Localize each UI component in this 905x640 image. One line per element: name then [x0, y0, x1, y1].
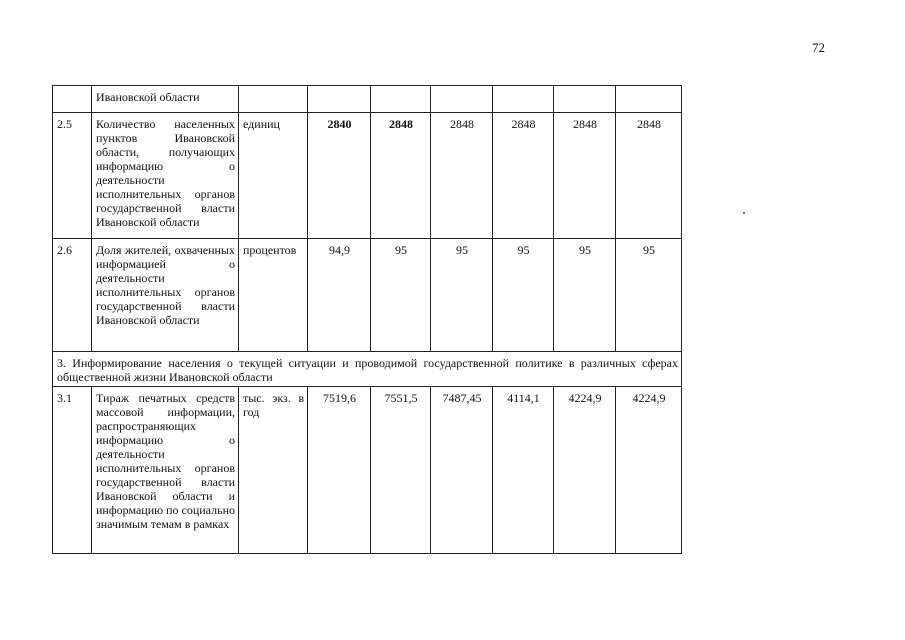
cell-value: 95	[493, 239, 554, 352]
cell-num: 3.1	[53, 387, 92, 554]
cell-unit	[239, 86, 308, 113]
cell-unit: тыс. экз. в год	[239, 387, 308, 554]
cell-value: 2848	[493, 113, 554, 239]
indicators-table	[52, 85, 682, 554]
cell-value	[431, 86, 493, 113]
cell-indicator-name: Тираж печатных средств массовой информации, распространяющих информацию о деятельности исполнительных органов государственной власти Ивановской области и информацию по социально значимым темам в рамках	[92, 387, 239, 554]
cell-unit: процентов	[239, 239, 308, 352]
table-row-continuation	[53, 86, 682, 113]
table-row-2-5	[53, 113, 682, 239]
cell-value: 95	[431, 239, 493, 352]
cell-value: 2840	[308, 113, 371, 239]
cell-indicator-name: Доля жителей, охваченных информацией о деятельности исполнительных органов государственной власти Ивановской области	[92, 239, 239, 352]
cell-value: 7551,5	[371, 387, 431, 554]
cell-unit: единиц	[239, 113, 308, 239]
cell-value	[308, 86, 371, 113]
table-row-2-6	[53, 239, 682, 352]
cell-value	[554, 86, 616, 113]
cell-value: 4224,9	[554, 387, 616, 554]
cell-value: 95	[371, 239, 431, 352]
cell-value: 94,9	[308, 239, 371, 352]
scan-speck	[743, 212, 745, 214]
cell-value: 95	[554, 239, 616, 352]
cell-value	[616, 86, 682, 113]
section-heading: 3. Информирование населения о текущей ситуации и проводимой государственной политике в различных сферах общественной жизни Ивановской области	[53, 352, 682, 387]
cell-value: 2848	[554, 113, 616, 239]
cell-value: 7519,6	[308, 387, 371, 554]
cell-value: 95	[616, 239, 682, 352]
cell-value	[493, 86, 554, 113]
cell-value	[371, 86, 431, 113]
cell-value: 2848	[371, 113, 431, 239]
cell-num	[53, 86, 92, 113]
table-row-3-1	[53, 387, 682, 554]
cell-num: 2.6	[53, 239, 92, 352]
cell-value: 2848	[431, 113, 493, 239]
cell-value: 4224,9	[616, 387, 682, 554]
table-row-section-header	[53, 352, 682, 387]
cell-value: 2848	[616, 113, 682, 239]
cell-value: 7487,45	[431, 387, 493, 554]
cell-indicator-name: Ивановской области	[92, 86, 239, 113]
page-number: 72	[812, 40, 825, 55]
cell-indicator-name: Количество населенных пунктов Ивановской области, получающих информацию о деятельности исполнительных органов государственной власти Ивановской области	[92, 113, 239, 239]
cell-value: 4114,1	[493, 387, 554, 554]
cell-num: 2.5	[53, 113, 92, 239]
